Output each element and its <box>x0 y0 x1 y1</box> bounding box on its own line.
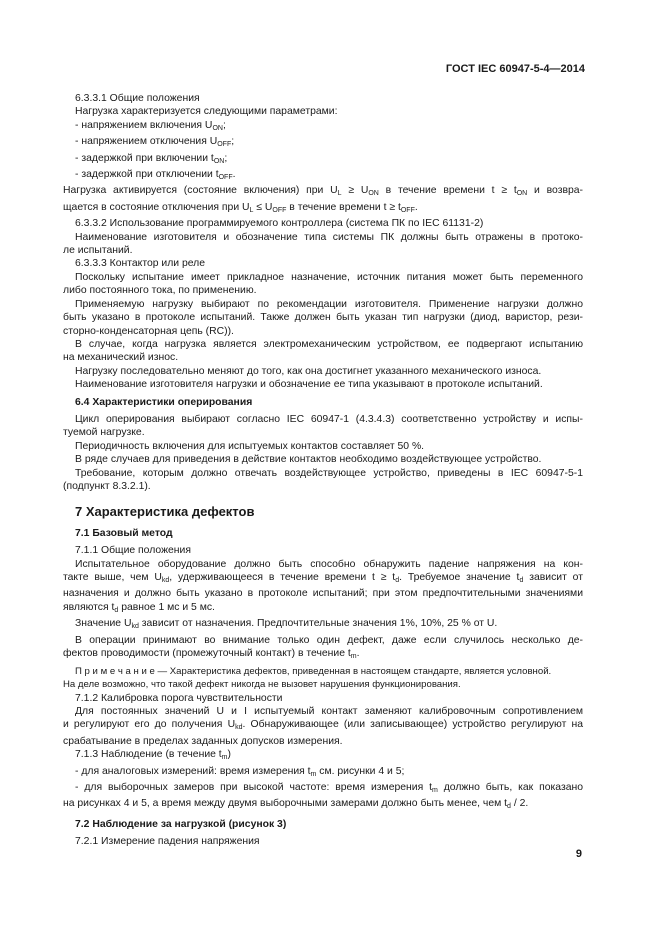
text-line: Требование, которым должно отвечать воздействующее устройство, приведены в IEC 60947-5-1 <box>75 467 583 479</box>
page-number: 9 <box>575 848 582 860</box>
text-line: 6.3.3.3 Контактор или реле <box>75 258 206 270</box>
text-line: срабатывание в пределах заданных допусков измерения. <box>63 735 343 747</box>
text-line: 7 Характеристика дефектов <box>75 504 255 520</box>
text-line: 6.4 Характеристики оперирования <box>75 396 253 408</box>
text-line: сторно-конденсаторная цепь (RC)). <box>63 325 234 337</box>
text-line: щается в состояние отключения при $U_L \le U_{OFF}$ в течение времени $t \ge t_{OFF}$. <box>63 201 418 214</box>
text-line: являются $t_d$ равное 1 мс и 5 мс. <box>63 601 215 614</box>
text-line: - задержкой при включении $t_{ON}$; <box>75 152 228 165</box>
text-line: на механический износ. <box>63 352 179 364</box>
text-line: Испытательное оборудование должно быть способно обнаружить падение напряжения на кон- <box>75 558 583 570</box>
document-code: ГОСТ IEC 60947-5-4—2014 <box>445 63 585 75</box>
text-line: В операции принимают во внимание только один дефект, даже если случилось несколько де- <box>75 634 583 646</box>
text-line: - для выборочных замеров при высокой частоте: время измерения $t_m$ должно быть, как показано <box>75 782 583 795</box>
text-line: быть указано в протоколе испытаний. Также должен быть указан тип нагрузки (диод, варистор, рези- <box>63 312 583 324</box>
text-line: 7.2.1 Измерение падения напряжения <box>75 836 260 848</box>
text-line: Для постоянных значений U и I испытуемый контакт заменяют калибровочным сопротивлением <box>75 706 583 718</box>
text-line: П р и м е ч а н и е — Характеристика дефектов, приведенная в настоящем стандарте, является условной. <box>75 666 552 678</box>
text-line: Нагрузка активируется (состояние включения) при $U_L \ge U_{ON}$ в течение времени $t \ge t_{ON}$ и возвра- <box>63 185 583 198</box>
text-line: либо постоянного тока, по применению. <box>63 285 257 297</box>
text-line: 7.1.2 Калибровка порога чувствительности <box>75 692 283 704</box>
text-line: на рисунках 4 и 5, а время между двумя выборочными замерами должно быть менее, чем $t_d / 2$. <box>63 798 529 811</box>
text-line: такте выше, чем $U_{kd}$, удерживающееся в течение времени $t \ge t_d$. Требуемое значение $t_d$ зависит от <box>63 572 583 584</box>
text-line: Поскольку испытание имеет прикладное назначение, источник питания может быть переменного <box>75 271 583 283</box>
text-line: На деле возможно, что такой дефект никогда не вызовет нарушения функционирования. <box>63 679 461 691</box>
text-line: В ряде случаев для приведения в действие контактов необходимо воздействующее устройство. <box>75 454 542 466</box>
text-line: - для аналоговых измерений: время измерения $t_m$ см. рисунки 4 и 5; <box>75 765 405 778</box>
text-line: Цикл оперирования выбирают согласно IEC 60947-1 (4.3.4.3) соответственно устройству и испы- <box>75 413 583 425</box>
text-line: 7.1.1 Общие положения <box>75 545 191 557</box>
text-line: фектов проводимости (промежуточный контакт) в течение $t_m$. <box>63 648 360 661</box>
text-line: Нагрузку последовательно меняют до того, как она достигнет указанного механического износа. <box>75 365 542 377</box>
text-line: туемой нагрузке. <box>63 427 145 439</box>
text-line: - напряжением включения $U_{ON}$; <box>75 119 226 132</box>
text-line: (подпункт 8.3.2.1). <box>63 480 151 492</box>
text-line: 7.1.3 Наблюдение (в течение $t_m$) <box>75 749 231 762</box>
text-line: Значение $U_{kd}$ зависит от назначения. Предпочтительные значения 1%, 10%, 25 % от U. <box>75 618 498 631</box>
text-line: и регулируют его до получения $U_{kd}$. Обнаруживающее (или записывающее) устройство регулируют на <box>63 719 583 732</box>
text-line: - задержкой при отключении $t_{OFF}$. <box>75 169 236 182</box>
text-line: Наименование изготовителя нагрузки и обозначение ее типа указывают в протоколе испытаний. <box>75 379 543 391</box>
text-line: Наименование изготовителя и обозначение типа системы ПК должны быть отражены в протоко- <box>75 231 583 243</box>
text-line: - напряжением отключения $U_{OFF}$; <box>75 136 235 149</box>
document-body <box>63 92 583 849</box>
text-line: назначения и должно быть указано в протоколе испытаний; при этом предпочтительными значениями <box>63 588 583 600</box>
text-line: ле испытаний. <box>63 245 133 257</box>
text-line: Периодичность включения для испытуемых контактов составляет 50 %. <box>75 440 425 452</box>
text-line: 6.3.3.2 Использование программируемого контроллера (система ПК по IEC 61131-2) <box>75 218 484 230</box>
text-line: Нагрузка характеризуется следующими параметрами: <box>75 106 338 118</box>
text-line: 6.3.3.1 Общие положения <box>75 93 200 104</box>
text-line: Применяемую нагрузку выбирают по рекомендации изготовителя. Применение нагрузки должно <box>75 298 583 310</box>
text-line: В случае, когда нагрузка является электромеханическим устройством, ее подвергают испытанию <box>75 338 583 350</box>
text-line: 7.2 Наблюдение за нагрузкой (рисунок 3) <box>75 818 287 830</box>
text-line: 7.1 Базовый метод <box>75 527 173 539</box>
